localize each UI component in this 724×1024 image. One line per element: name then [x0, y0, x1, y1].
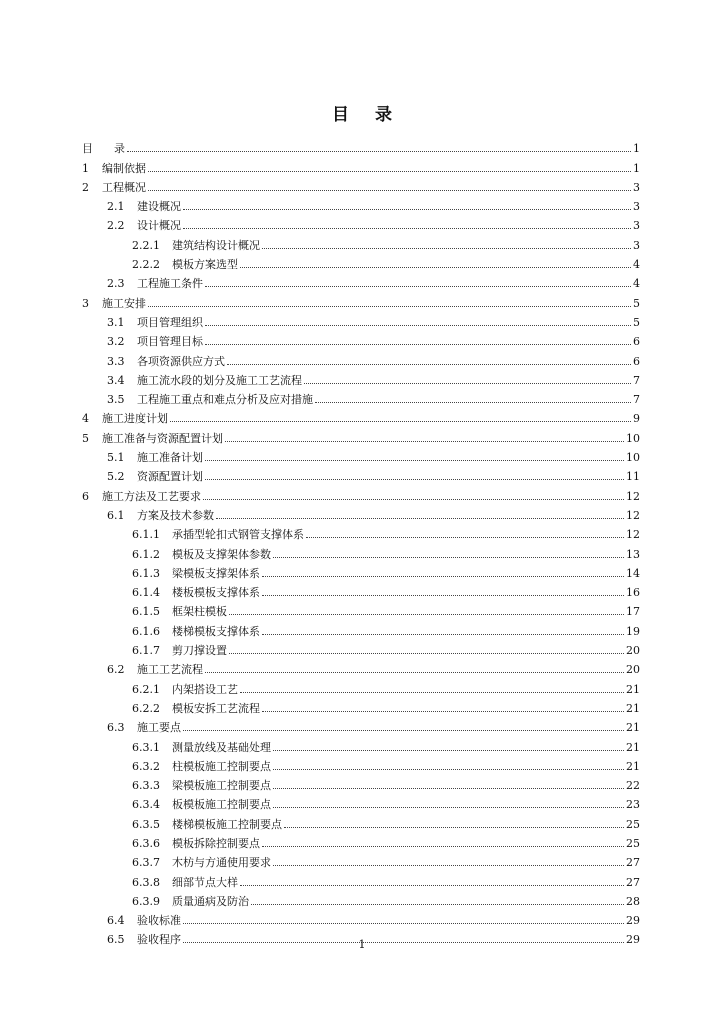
toc-entry[interactable] — [82, 232, 640, 251]
dot-leader — [205, 459, 624, 461]
toc-entry-title: 楼梯模板支撑体系 — [172, 624, 260, 638]
toc-entry-number: 2.2 — [107, 219, 125, 233]
toc-entry-page: 7 — [633, 373, 640, 387]
toc-entry[interactable] — [82, 580, 640, 599]
toc-entry[interactable] — [82, 310, 640, 329]
toc-entry[interactable] — [82, 368, 640, 387]
toc-entry-number: 6.3.1 — [132, 740, 160, 754]
toc-entry[interactable] — [82, 136, 640, 155]
toc-entry[interactable] — [82, 175, 640, 194]
toc-entry[interactable] — [82, 908, 640, 927]
toc-entry-number: 6.3.5 — [132, 817, 160, 831]
dot-leader — [227, 363, 631, 365]
toc-entry[interactable] — [82, 599, 640, 618]
toc-entry-title: 工程施工重点和难点分析及应对措施 — [137, 393, 313, 407]
dot-leader — [148, 170, 631, 172]
toc-entry-page: 9 — [633, 412, 640, 426]
dot-leader — [262, 247, 631, 249]
toc-entry-page: 3 — [633, 180, 640, 194]
toc-entry[interactable] — [82, 696, 640, 715]
dot-leader — [205, 478, 624, 480]
toc-entry-title: 剪刀撑设置 — [172, 644, 227, 658]
toc-entry-page: 25 — [626, 817, 640, 831]
dot-leader — [183, 922, 624, 924]
toc-entry-number: 6.2 — [107, 663, 125, 677]
toc-entry-page: 21 — [626, 701, 640, 715]
toc-entry[interactable] — [82, 155, 640, 174]
toc-entry-title: 项目管理目标 — [137, 335, 203, 349]
dot-leader — [240, 691, 624, 693]
toc-entry-page: 4 — [633, 277, 640, 291]
toc-entry-page: 4 — [633, 258, 640, 272]
toc-entry-page: 1 — [633, 161, 640, 175]
toc-entry-number: 6.2.1 — [132, 682, 160, 696]
toc-entry-number: 6.1.4 — [132, 586, 160, 600]
toc-entry[interactable] — [82, 464, 640, 483]
toc-entry-title: 板模板施工控制要点 — [172, 798, 271, 812]
toc-entry-number: 6.5 — [107, 933, 125, 947]
toc-entry[interactable] — [82, 773, 640, 792]
toc-entry-page: 3 — [633, 238, 640, 252]
toc-entry-page: 17 — [626, 605, 640, 619]
toc-entry-number: 6.4 — [107, 914, 125, 928]
dot-leader — [273, 556, 624, 558]
toc-title-left: 目 — [332, 105, 349, 125]
toc-entry-page: 13 — [626, 547, 640, 561]
dot-leader — [203, 498, 624, 500]
toc-entry-title: 梁模板支撑架体系 — [172, 566, 260, 580]
toc-entry-number: 6.1.1 — [132, 528, 160, 542]
toc-entry-title: 质量通病及防治 — [172, 894, 249, 908]
dot-leader — [229, 652, 624, 654]
toc-entry-number: 6.1.7 — [132, 644, 160, 658]
dot-leader — [262, 594, 624, 596]
toc-entry-title: 施工要点 — [137, 721, 181, 735]
toc-entry-number: 6 — [82, 489, 89, 503]
dot-leader — [273, 768, 624, 770]
toc-entry-title: 施工工艺流程 — [137, 663, 203, 677]
toc-entry-title: 工程施工条件 — [137, 277, 203, 291]
toc-entry-number: 6.2.2 — [132, 701, 160, 715]
toc-entry-page: 10 — [626, 451, 640, 465]
toc-entry-number: 6.3 — [107, 721, 125, 735]
toc-entry-title: 内架搭设工艺 — [172, 682, 238, 696]
toc-entry-page: 27 — [626, 856, 640, 870]
toc-entry-page: 27 — [626, 875, 640, 889]
toc-entry-page: 14 — [626, 566, 640, 580]
toc-entry[interactable] — [82, 889, 640, 908]
toc-entry-page: 16 — [626, 586, 640, 600]
dot-leader — [273, 806, 624, 808]
toc-entry-page: 21 — [626, 721, 640, 735]
toc-entry[interactable] — [82, 618, 640, 637]
toc-entry-title: 编制依据 — [102, 161, 146, 175]
dot-leader — [183, 227, 631, 229]
toc-entry-number: 6.1 — [107, 508, 125, 522]
toc-entry-page: 23 — [626, 798, 640, 812]
toc-entry-number: 3.2 — [107, 335, 125, 349]
toc-entry[interactable] — [82, 503, 640, 522]
toc-entry-page: 12 — [626, 528, 640, 542]
toc-entry-page: 21 — [626, 759, 640, 773]
toc-entry-title: 施工方法及工艺要求 — [102, 489, 201, 503]
toc-entry-title: 施工准备与资源配置计划 — [102, 431, 223, 445]
dot-leader — [205, 671, 624, 673]
toc-entry-number: 2.3 — [107, 277, 125, 291]
toc-entry-page: 6 — [633, 335, 640, 349]
toc-entry-page: 12 — [626, 508, 640, 522]
toc-entry-page: 10 — [626, 431, 640, 445]
toc-entry-number: 6.3.9 — [132, 894, 160, 908]
toc-entry-title: 模板及支撑架体参数 — [172, 547, 271, 561]
dot-leader — [205, 285, 631, 287]
toc-entry-title: 模板方案选型 — [172, 258, 238, 272]
toc-entry[interactable] — [82, 792, 640, 811]
toc-entry[interactable] — [82, 348, 640, 367]
toc-entry-number: 5 — [82, 431, 89, 445]
toc-entry-page: 22 — [626, 779, 640, 793]
toc-entry[interactable] — [82, 213, 640, 232]
toc-entry-number: 1 — [82, 161, 89, 175]
toc-entry-title: 木枋与方通使用要求 — [172, 856, 271, 870]
dot-leader — [240, 266, 631, 268]
dot-leader — [251, 903, 624, 905]
toc-entry[interactable] — [82, 850, 640, 869]
dot-leader — [284, 826, 624, 828]
dot-leader — [273, 749, 624, 751]
toc-entry-page: 5 — [633, 296, 640, 310]
toc-entry-number: 6.3.4 — [132, 798, 160, 812]
toc-entry-title: 梁模板施工控制要点 — [172, 779, 271, 793]
toc-entry-page: 3 — [633, 219, 640, 233]
toc-entry-number: 2.2.1 — [132, 238, 160, 252]
dot-leader — [240, 884, 624, 886]
toc-entry-title: 资源配置计划 — [137, 470, 203, 484]
toc-entry-page: 11 — [626, 470, 640, 484]
toc-entry-page: 28 — [626, 894, 640, 908]
toc-entry[interactable] — [82, 541, 640, 560]
toc-entry-title: 柱模板施工控制要点 — [172, 759, 271, 773]
dot-leader — [225, 440, 624, 442]
dot-leader — [216, 517, 624, 519]
dot-leader — [262, 710, 624, 712]
toc-entry[interactable] — [82, 252, 640, 271]
toc-entry-number: 6.3.2 — [132, 759, 160, 773]
toc-entry-title: 楼梯模板施工控制要点 — [172, 817, 282, 831]
toc-entry-title: 工程概况 — [102, 180, 146, 194]
toc-entry[interactable] — [82, 329, 640, 348]
toc-entry-page: 29 — [626, 914, 640, 928]
toc-entry[interactable] — [82, 561, 640, 580]
toc-entry-number: 5.1 — [107, 451, 125, 465]
toc-entry-title: 施工流水段的划分及施工工艺流程 — [137, 373, 302, 387]
dot-leader — [170, 420, 631, 422]
toc-entry-number: 2.2.2 — [132, 258, 160, 272]
toc-entry[interactable] — [82, 387, 640, 406]
dot-leader — [148, 189, 631, 191]
toc-entry-page: 19 — [626, 624, 640, 638]
toc-entry-page: 20 — [626, 663, 640, 677]
page-number: 1 — [358, 938, 366, 951]
table-of-contents — [82, 136, 640, 946]
toc-entry-title: 验收标准 — [137, 914, 181, 928]
toc-entry-title: 建筑结构设计概况 — [172, 238, 260, 252]
toc-entry[interactable] — [82, 425, 640, 444]
dot-leader — [183, 729, 624, 731]
dot-leader — [304, 382, 631, 384]
toc-entry[interactable] — [82, 194, 640, 213]
toc-entry-title: 方案及技术参数 — [137, 508, 214, 522]
toc-entry-page: 12 — [626, 489, 640, 503]
toc-entry-title: 楼板模板支撑体系 — [172, 586, 260, 600]
toc-entry[interactable] — [82, 676, 640, 695]
dot-leader — [205, 343, 631, 345]
dot-leader — [306, 536, 624, 538]
toc-entry-number: 2.1 — [107, 200, 125, 214]
toc-entry-title: 框架柱模板 — [172, 605, 227, 619]
toc-entry-number: 6.3.6 — [132, 836, 160, 850]
toc-entry-number: 4 — [82, 412, 89, 426]
toc-entry-number: 2 — [82, 180, 89, 194]
toc-entry-number: 3.4 — [107, 373, 125, 387]
dot-leader — [148, 305, 631, 307]
toc-entry-title: 施工进度计划 — [102, 412, 168, 426]
toc-entry[interactable] — [82, 271, 640, 290]
dot-leader — [229, 613, 624, 615]
toc-entry[interactable] — [82, 754, 640, 773]
toc-entry[interactable] — [82, 522, 640, 541]
dot-leader — [273, 864, 624, 866]
dot-leader — [262, 575, 624, 577]
toc-entry-title: 建设概况 — [137, 200, 181, 214]
toc-title-right: 录 — [375, 105, 392, 125]
toc-entry-number: 3.5 — [107, 393, 125, 407]
dot-leader — [127, 150, 631, 152]
toc-entry[interactable] — [82, 831, 640, 850]
toc-entry[interactable] — [82, 869, 640, 888]
toc-entry-page: 6 — [633, 354, 640, 368]
dot-leader — [183, 208, 631, 210]
toc-entry-page: 1 — [633, 142, 640, 156]
toc-entry-title: 项目管理组织 — [137, 315, 203, 329]
toc-entry-page: 3 — [633, 200, 640, 214]
dot-leader — [262, 845, 624, 847]
toc-entry-number: 6.3.8 — [132, 875, 160, 889]
toc-entry-title: 施工安排 — [102, 296, 146, 310]
dot-leader — [205, 324, 631, 326]
toc-entry-title: 承插型轮扣式钢管支撑体系 — [172, 528, 304, 542]
toc-entry[interactable] — [82, 715, 640, 734]
toc-entry[interactable] — [82, 406, 640, 425]
toc-entry-title: 细部节点大样 — [172, 875, 238, 889]
toc-title — [0, 100, 724, 125]
toc-entry-page: 21 — [626, 740, 640, 754]
toc-entry-number: 3.3 — [107, 354, 125, 368]
toc-entry-page: 5 — [633, 315, 640, 329]
toc-entry-title: 模板拆除控制要点 — [172, 836, 260, 850]
toc-entry-page: 21 — [626, 682, 640, 696]
toc-entry[interactable] — [82, 290, 640, 309]
dot-leader — [262, 633, 624, 635]
dot-leader — [315, 401, 631, 403]
toc-entry-title: 施工准备计划 — [137, 451, 203, 465]
toc-entry-number: 5.2 — [107, 470, 125, 484]
toc-entry[interactable] — [82, 445, 640, 464]
toc-entry-title: 录 — [114, 142, 125, 156]
toc-entry-number: 6.1.5 — [132, 605, 160, 619]
dot-leader — [273, 787, 624, 789]
toc-entry[interactable] — [82, 638, 640, 657]
toc-entry-number: 6.3.3 — [132, 779, 160, 793]
toc-entry-page: 25 — [626, 836, 640, 850]
toc-entry-number: 6.1.6 — [132, 624, 160, 638]
toc-entry[interactable] — [82, 811, 640, 830]
toc-entry-title: 各项资源供应方式 — [137, 354, 225, 368]
toc-entry-number: 6.3.7 — [132, 856, 160, 870]
toc-entry-number: 3.1 — [107, 315, 125, 329]
toc-entry[interactable] — [82, 657, 640, 676]
toc-entry[interactable] — [82, 734, 640, 753]
toc-entry-page: 20 — [626, 644, 640, 658]
toc-entry[interactable] — [82, 483, 640, 502]
toc-entry-title: 测量放线及基础处理 — [172, 740, 271, 754]
toc-entry-page: 29 — [626, 933, 640, 947]
toc-entry-number: 目 — [82, 142, 93, 156]
toc-entry-number: 6.1.2 — [132, 547, 160, 561]
toc-entry-title: 设计概况 — [137, 219, 181, 233]
toc-entry-title: 模板安拆工艺流程 — [172, 701, 260, 715]
toc-entry-page: 7 — [633, 393, 640, 407]
toc-entry-number: 3 — [82, 296, 89, 310]
toc-entry-title: 验收程序 — [137, 933, 181, 947]
toc-entry-number: 6.1.3 — [132, 566, 160, 580]
